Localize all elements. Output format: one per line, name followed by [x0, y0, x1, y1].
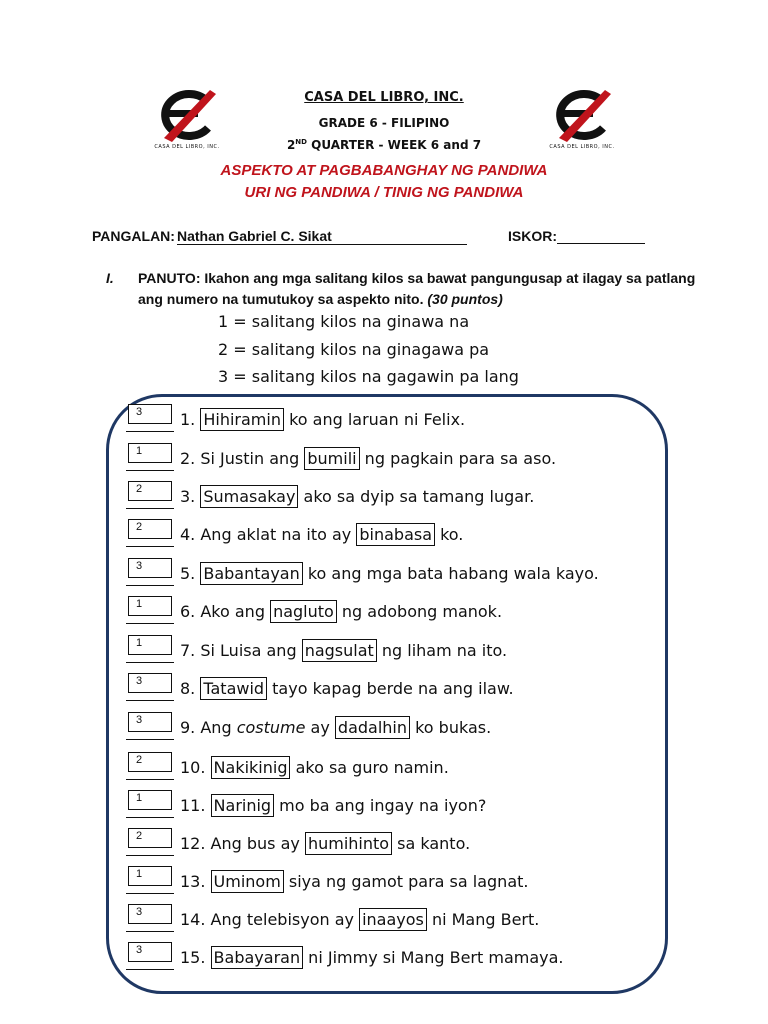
boxed-verb: Babantayan	[200, 562, 302, 585]
answer-box[interactable]: 3	[128, 942, 172, 962]
sentence-pre: Ako ang	[200, 602, 271, 621]
italic-word: costume	[236, 718, 306, 737]
sentence-post: tayo kapag berde na ang ilaw.	[267, 679, 514, 698]
sentence-pre: Ang	[200, 718, 237, 737]
sentence-post: mo ba ang ingay na iyon?	[274, 796, 487, 815]
list-item	[126, 635, 686, 665]
answer-line	[126, 739, 174, 740]
boxed-verb: inaayos	[359, 908, 427, 931]
answer-line	[126, 893, 174, 894]
score-field[interactable]	[557, 229, 645, 244]
quarter-number: 2	[286, 138, 296, 152]
answer-box[interactable]: 3	[128, 712, 172, 732]
answer-box[interactable]: 1	[128, 866, 172, 886]
sentence-pre: Ang bus ay	[210, 834, 305, 853]
answer-line	[126, 855, 174, 856]
list-item	[126, 404, 686, 434]
directions-text: PANUTO: Ikahon ang mga salitang kilos sa bawat pangungusap at ilagay sa patlang ang numero na tumutukoy sa aspekto nito.	[138, 270, 696, 307]
answer-line	[126, 931, 174, 932]
sentence-post: ko bukas.	[410, 718, 492, 737]
name-field[interactable]: Nathan Gabriel C. Sikat	[177, 228, 467, 245]
legend-item-1: 1 = salitang kilos na ginawa na	[218, 312, 470, 331]
list-item	[126, 752, 686, 782]
directions-points: (30 puntos)	[427, 291, 503, 307]
answer-line	[126, 817, 174, 818]
list-item	[126, 790, 686, 820]
answer-line	[126, 662, 174, 663]
item-number: 12.	[180, 834, 206, 853]
quarter-rest: QUARTER - WEEK 6 and 7	[306, 138, 482, 152]
answer-line	[126, 969, 174, 970]
list-item	[126, 481, 686, 511]
sentence	[180, 758, 449, 777]
boxed-verb: Uminom	[211, 870, 284, 893]
boxed-verb: binabasa	[356, 523, 435, 546]
sentence	[180, 449, 556, 468]
item-number: 13.	[180, 872, 206, 891]
answer-line	[126, 508, 174, 509]
legend-item-2: 2 = salitang kilos na ginagawa pa	[218, 340, 490, 359]
answer-box[interactable]: 2	[128, 828, 172, 848]
quarter-suffix: ND	[295, 138, 307, 146]
legend-item-3: 3 = salitang kilos na gagawin pa lang	[218, 367, 519, 386]
answer-line	[126, 585, 174, 586]
sentence	[180, 487, 534, 506]
grade-subject: GRADE 6 - FILIPINO	[318, 116, 450, 130]
directions	[138, 268, 698, 310]
sentence	[180, 602, 502, 621]
boxed-verb: nagluto	[270, 600, 337, 623]
item-number: 11.	[180, 796, 206, 815]
answer-box[interactable]: 3	[128, 673, 172, 693]
score-label: ISKOR:	[508, 228, 557, 244]
boxed-verb: dadalhin	[335, 716, 410, 739]
item-number: 9.	[180, 718, 196, 737]
list-item	[126, 904, 686, 934]
boxed-verb: Nakikinig	[211, 756, 291, 779]
item-number: 15.	[180, 948, 206, 967]
sentence	[180, 641, 507, 660]
sentence	[180, 679, 514, 698]
company-name: CASA DEL LIBRO, INC.	[304, 90, 464, 105]
item-number: 1.	[180, 410, 196, 429]
logo-text: CASA DEL LIBRO, INC.	[549, 144, 615, 150]
sentence-pre: Ang telebisyon ay	[210, 910, 360, 929]
sentence	[180, 564, 599, 583]
sentence	[180, 796, 486, 815]
list-item	[126, 673, 686, 703]
boxed-verb: nagsulat	[302, 639, 377, 662]
answer-box[interactable]: 3	[128, 404, 172, 424]
name-row	[92, 228, 467, 245]
sentence-post: ako sa guro namin.	[290, 758, 449, 777]
sentence	[180, 834, 470, 853]
item-number: 7.	[180, 641, 196, 660]
answer-line	[126, 546, 174, 547]
logo-text: CASA DEL LIBRO, INC.	[154, 144, 220, 150]
score-row	[508, 228, 645, 244]
boxed-verb: Tatawid	[200, 677, 267, 700]
boxed-verb: Sumasakay	[200, 485, 298, 508]
quarter-week	[0, 138, 768, 152]
item-number: 14.	[180, 910, 206, 929]
answer-line	[126, 700, 174, 701]
answer-box[interactable]: 1	[128, 635, 172, 655]
name-label: PANGALAN:	[92, 228, 175, 244]
item-number: 10.	[180, 758, 206, 777]
sentence	[180, 872, 528, 891]
sentence-post: siya ng gamot para sa lagnat.	[283, 872, 529, 891]
sentence	[180, 525, 463, 544]
boxed-verb: Narinig	[211, 794, 275, 817]
answer-line	[126, 779, 174, 780]
sentence	[180, 410, 465, 429]
list-item	[126, 596, 686, 626]
item-number: 4.	[180, 525, 196, 544]
sentence	[180, 910, 539, 929]
list-item	[126, 712, 686, 742]
list-item	[126, 558, 686, 588]
sentence-post: ko ang mga bata habang wala kayo.	[302, 564, 599, 583]
answer-box[interactable]: 3	[128, 904, 172, 924]
sentence-post: ni Mang Bert.	[426, 910, 540, 929]
section-number: I.	[106, 270, 114, 286]
sentence-post: ng adobong manok.	[336, 602, 503, 621]
answer-box[interactable]: 2	[128, 752, 172, 772]
sentence	[180, 948, 564, 967]
answer-box[interactable]: 1	[128, 790, 172, 810]
worksheet-title-1: ASPEKTO AT PAGBABANGHAY NG PANDIWA	[220, 162, 548, 179]
sentence-post: ni Jimmy si Mang Bert mamaya.	[303, 948, 564, 967]
sentence-post: ng pagkain para sa aso.	[359, 449, 557, 468]
sentence-pre: Si Justin ang	[200, 449, 305, 468]
answer-box[interactable]: 3	[128, 558, 172, 578]
list-item	[126, 828, 686, 858]
boxed-verb: Babayaran	[211, 946, 304, 969]
item-number: 2.	[180, 449, 196, 468]
item-number: 3.	[180, 487, 196, 506]
list-item	[126, 942, 686, 972]
sentence-post: ng liham na ito.	[376, 641, 508, 660]
answer-line	[126, 623, 174, 624]
answer-line	[126, 431, 174, 432]
answer-box[interactable]: 2	[128, 481, 172, 501]
boxed-verb: humihinto	[305, 832, 392, 855]
boxed-verb: Hihiramin	[200, 408, 284, 431]
boxed-verb: bumili	[304, 447, 359, 470]
list-item	[126, 443, 686, 473]
list-item	[126, 519, 686, 549]
sentence-post: ko.	[435, 525, 464, 544]
answer-box[interactable]: 1	[128, 443, 172, 463]
answer-line	[126, 470, 174, 471]
sentence-post: ako sa dyip sa tamang lugar.	[298, 487, 535, 506]
item-number: 6.	[180, 602, 196, 621]
sentence	[180, 718, 491, 737]
item-number: 8.	[180, 679, 196, 698]
worksheet-title-2: URI NG PANDIWA / TINIG NG PANDIWA	[244, 184, 524, 201]
answer-box[interactable]: 2	[128, 519, 172, 539]
item-number: 5.	[180, 564, 196, 583]
answer-box[interactable]: 1	[128, 596, 172, 616]
sentence-pre: Si Luisa ang	[200, 641, 302, 660]
list-item	[126, 866, 686, 896]
sentence-post: sa kanto.	[392, 834, 471, 853]
sentence-pre: Ang aklat na ito ay	[200, 525, 357, 544]
sentence-post: ko ang laruan ni Felix.	[283, 410, 466, 429]
sentence-mid: ay	[305, 718, 335, 737]
